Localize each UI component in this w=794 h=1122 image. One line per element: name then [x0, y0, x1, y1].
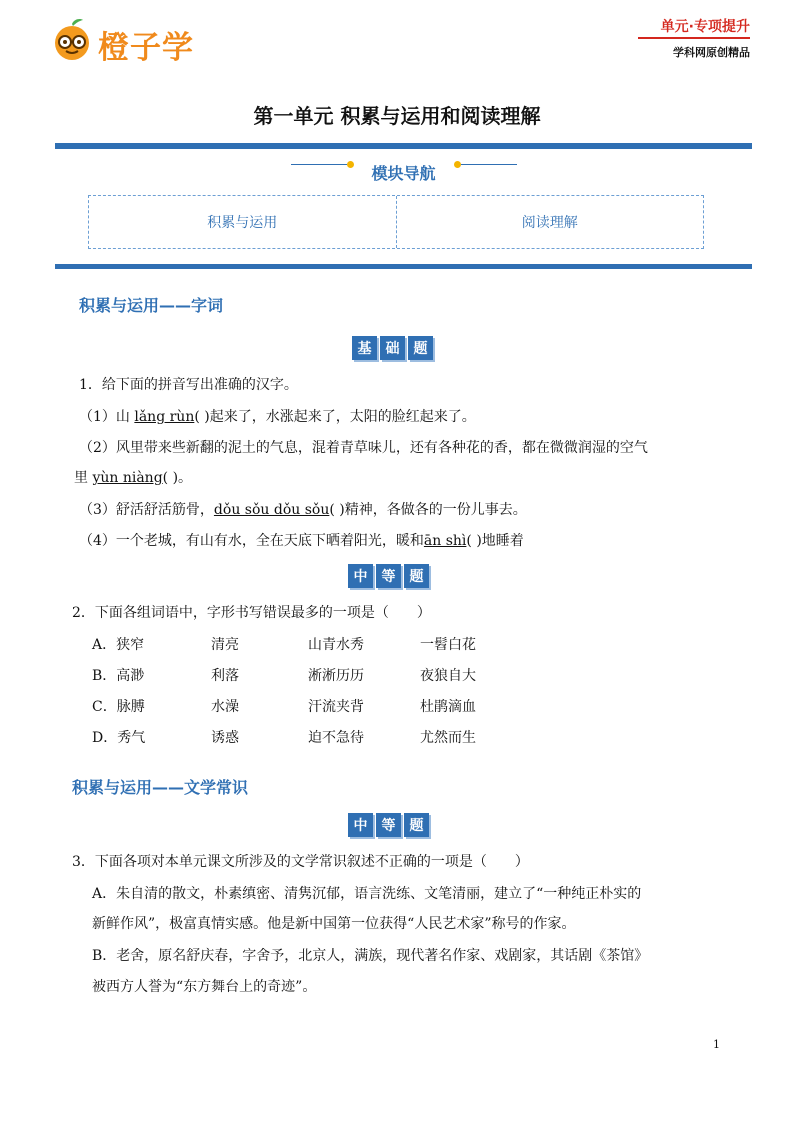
option-word: 山青水秀 [308, 637, 364, 653]
unit-tag: 单元·专项提升 [660, 19, 750, 35]
q2-option-d [92, 728, 520, 748]
q2-option-b [92, 666, 520, 686]
nav-item-accumulation[interactable]: 积累与运用 [207, 215, 278, 231]
option-word: 汗流夹背 [308, 699, 364, 715]
source-tag: 学科网原创精品 [673, 46, 750, 59]
option-word: 水澡 [211, 699, 239, 715]
badge-char: 等 [376, 564, 401, 588]
option-word: B．高渺 [92, 668, 145, 684]
page-title: 第一单元 积累与运用和阅读理解 [253, 104, 541, 128]
nav-items [88, 195, 704, 249]
q3-option-b-line2: 被西方人誉为“东方舞台上的奇迹”。 [92, 979, 317, 995]
option-word: 利落 [211, 668, 239, 684]
badge-char: 等 [376, 813, 401, 837]
q1-item-4 [79, 531, 524, 551]
nav-dot-right [454, 161, 461, 168]
brand-logo-text: 橙子学 [98, 30, 194, 66]
q3-stem: 3．下面各项对本单元课文所涉及的文学常识叙述不正确的一项是（ ） [72, 854, 529, 870]
q1-item-4-pre: （4）一个老城，有山有水，全在天底下晒着阳光，暖和 [79, 533, 424, 549]
pinyin: yùn niàng [92, 470, 163, 486]
badge-medium [348, 564, 429, 588]
pinyin: dǒu sǒu dǒu sǒu [213, 502, 330, 518]
option-word: D．秀气 [92, 730, 146, 746]
option-word: 杜鹃滴血 [420, 699, 476, 715]
section-heading-literature: 积累与运用——文学常识 [72, 778, 249, 797]
header-divider [638, 37, 750, 39]
page-number: 1 [713, 1038, 720, 1051]
q2-option-a [92, 635, 520, 655]
badge-basic [352, 336, 433, 360]
option-word: C．脉膊 [92, 699, 145, 715]
orange-logo-icon [50, 18, 94, 62]
option-word: A．狭窄 [92, 637, 145, 653]
option-word: 迫不急待 [308, 730, 364, 746]
q1-item-2-post: ( )。 [162, 470, 193, 486]
nav-title-line-right [461, 164, 517, 165]
option-word: 一髫白花 [420, 637, 476, 653]
q1-stem: 1．给下面的拼音写出准确的汉字。 [79, 377, 298, 393]
badge-char: 题 [408, 336, 433, 360]
badge-char: 基 [352, 336, 377, 360]
pinyin: ān shì [423, 533, 467, 549]
badge-char: 中 [348, 564, 373, 588]
q1-item-2-pre: 里 [74, 470, 93, 486]
q1-item-1-pre: （1）山 [79, 409, 135, 425]
option-word: 尤然而生 [420, 730, 476, 746]
pinyin: lǎng rùn [134, 409, 195, 425]
q1-item-4-post: ( )地睡着 [466, 533, 524, 549]
badge-char: 题 [404, 813, 429, 837]
q1-item-2: （2）风里带来些新翻的泥土的气息，混着青草味儿，还有各种花的香，都在微微润湿的空气 [79, 440, 648, 456]
q2-option-c [92, 697, 520, 717]
q3-option-b-line1: B．老舍，原名舒庆春，字舍予，北京人，满族，现代著名作家、戏剧家，其话剧《茶馆》 [92, 948, 649, 964]
q1-item-3-post: ( )精神，各做各的一份儿事去。 [329, 502, 527, 518]
q1-item-2-cont [74, 468, 192, 488]
q1-item-3-pre: （3）舒活舒活筋骨， [79, 502, 214, 518]
nav-bottom-bar [55, 264, 752, 269]
nav-title: 模块导航 [371, 164, 436, 183]
option-word: 诱惑 [211, 730, 239, 746]
badge-char: 础 [380, 336, 405, 360]
q1-item-1 [79, 407, 476, 427]
section-heading-words: 积累与运用——字词 [79, 296, 224, 315]
q1-item-3 [79, 500, 527, 520]
option-word: 夜狼自大 [420, 668, 476, 684]
nav-item-reading[interactable]: 阅读理解 [396, 196, 704, 248]
badge-medium-2 [348, 813, 429, 837]
q3-option-a-line2: 新鲜作风”，极富真情实感。他是新中国第一位获得“人民艺术家”称号的作家。 [92, 916, 576, 932]
badge-char: 中 [348, 813, 373, 837]
q1-item-1-post: ( )起来了，水涨起来了，太阳的脸红起来了。 [194, 409, 476, 425]
q3-option-a-line1: A．朱自清的散文，朴素缜密、清隽沉郁，语言洗练、文笔清丽，建立了“一种纯正朴实的 [92, 886, 642, 902]
module-nav [55, 143, 752, 269]
option-word: 淅淅历历 [308, 668, 364, 684]
nav-top-bar [55, 143, 752, 149]
option-word: 清亮 [211, 637, 239, 653]
badge-char: 题 [404, 564, 429, 588]
q2-stem: 2．下面各组词语中，字形书写错误最多的一项是（ ） [72, 605, 431, 621]
